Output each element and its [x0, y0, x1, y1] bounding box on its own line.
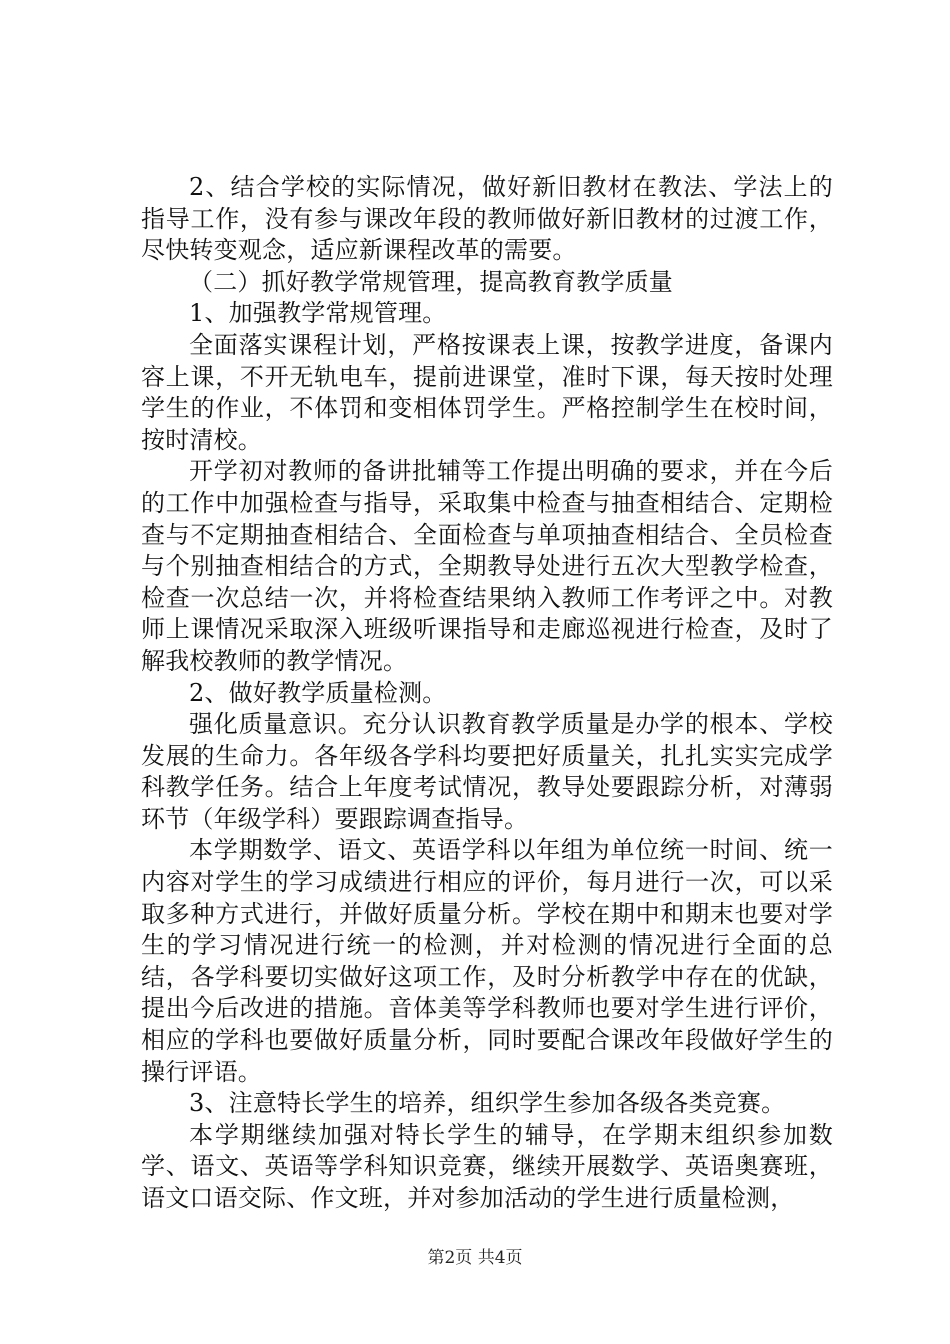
- paragraph: 本学期数学、语文、英语学科以年组为单位统一时间、统一内容对学生的学习成绩进行相应的评价，每月进行一次，可以采取多种方式进行，并做好质量分析。学校在期中和期末也要对学生的学习情况进行统一的检测，并对检测的情况进行全面的总结，各学科要切实做好这项工作，及时分析教学中存在的优缺，提出今后改进的措施。音体美等学科教师也要对学生进行评价，相应的学科也要做好质量分析，同时要配合课改年段做好学生的操行评语。: [141, 836, 833, 1086]
- paragraph: 2、结合学校的实际情况，做好新旧教材在教法、学法上的指导工作，没有参与课改年段的教师做好新旧教材的过渡工作，尽快转变观念，适应新课程改革的需要。: [141, 173, 833, 265]
- paragraph-heading: 3、注意特长学生的培养，组织学生参加各级各类竞赛。: [189, 1089, 786, 1118]
- paragraph: 开学初对教师的备讲批辅等工作提出明确的要求，并在今后的工作中加强检查与指导，采取集中检查与抽查相结合、定期检查与不定期抽查相结合、全面检查与单项抽查相结合、全员检查与个别抽查相结合的方式，全期教导处进行五次大型教学检查，检查一次总结一次，并将检查结果纳入教师工作考评之中。对教师上课情况采取深入班级听课指导和走廊巡视进行检查，及时了解我校教师的教学情况。: [141, 457, 833, 675]
- paragraph-heading: 2、做好教学质量检测。: [189, 678, 447, 707]
- document-body: [141, 172, 833, 1215]
- paragraph: 强化质量意识。充分认识教育教学质量是办学的根本、学校发展的生命力。各年级各学科均要把好质量关，扎扎实实完成学科教学任务。结合上年度考试情况，教导处要跟踪分析，对薄弱环节（年级学科）要跟踪调查指导。: [141, 710, 833, 833]
- page-number-footer: 第2页 共4页: [427, 1248, 523, 1268]
- section-heading: （二）抓好教学常规管理，提高教育教学质量: [189, 267, 673, 296]
- paragraph: 全面落实课程计划，严格按课表上课，按教学进度，备课内容上课，不开无轨电车，提前进课堂，准时下课，每天按时处理学生的作业，不体罚和变相体罚学生。严格控制学生在校时间，按时清校。: [141, 330, 833, 454]
- paragraph: 本学期继续加强对特长学生的辅导，在学期末组织参加数学、语文、英语等学科知识竞赛，继续开展数学、英语奥赛班，语文口语交际、作文班，并对参加活动的学生进行质量检测，: [141, 1120, 833, 1212]
- paragraph-heading: 1、加强教学常规管理。: [189, 299, 447, 328]
